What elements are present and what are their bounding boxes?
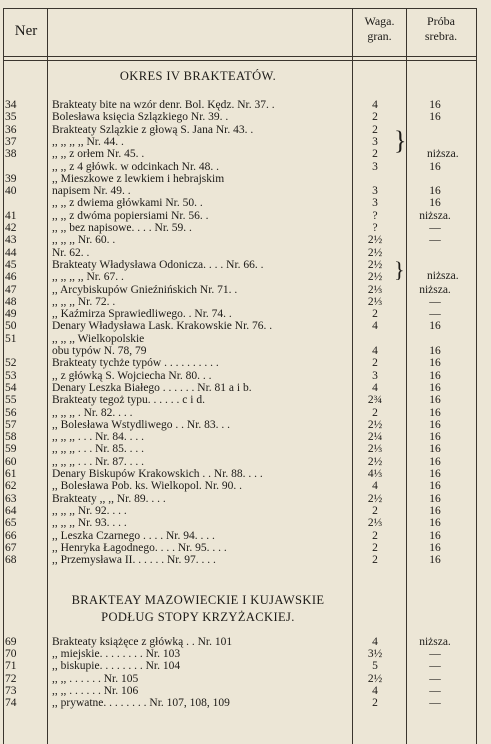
- row-fineness: 16: [429, 492, 441, 505]
- row-number: 67: [5, 541, 17, 554]
- row-fineness: 16: [429, 357, 441, 370]
- table-row: [0, 542, 491, 554]
- row-description: ,, Leszka Czarnego . . . . Nr. 94. . . .: [52, 529, 215, 542]
- row-description: Bolesława księcia Szlązkiego Nr. 39. .: [52, 111, 229, 124]
- header-proba-label: Próba: [427, 14, 455, 28]
- row-fineness: 16: [429, 554, 441, 567]
- header-proba: [407, 14, 475, 44]
- table-row: [0, 554, 491, 566]
- row-number: 64: [5, 504, 17, 517]
- table-row: [0, 247, 491, 259]
- brace-label: niższa.: [427, 148, 459, 160]
- row-description: Brakteaty ,, ,, Nr. 89. . . .: [52, 492, 166, 505]
- row-weight: 2¼: [367, 431, 383, 444]
- row-number: 63: [5, 492, 17, 505]
- row-fineness: niższa.: [419, 636, 451, 648]
- row-fineness: 16: [429, 99, 441, 111]
- table-row: [0, 173, 491, 185]
- table-row: [0, 394, 491, 406]
- table-row: [0, 636, 491, 648]
- row-fineness: —: [429, 672, 441, 685]
- row-description: Denary Władysława Lask. Krakowskie Nr. 76. .: [52, 320, 273, 333]
- row-description: ,, ,, z 4 główk. w odcinkach Nr. 48. .: [52, 160, 220, 173]
- row-description: ,, ,, bez napisowe. . . . Nr. 59. .: [52, 222, 192, 234]
- row-weight: 2: [372, 111, 378, 124]
- row-description: ,, ,, ,, Wielkopolskie: [52, 332, 145, 345]
- row-weight: ?: [372, 209, 378, 222]
- row-fineness: 16: [429, 418, 441, 431]
- table-row: [0, 382, 491, 394]
- brace-group-44-46: }: [394, 257, 405, 282]
- row-weight: 2⅓: [367, 517, 383, 530]
- row-number: 41: [5, 209, 17, 222]
- table-row: [0, 357, 491, 369]
- row-number: 52: [5, 357, 17, 370]
- row-fineness: 16: [429, 480, 441, 493]
- row-fineness: —: [429, 648, 441, 661]
- table-row: [0, 685, 491, 697]
- row-description: ,, Arcybiskupów Gnieźnińskich Nr. 71. .: [52, 283, 238, 296]
- table-row: [0, 222, 491, 234]
- row-number: 34: [5, 99, 17, 111]
- row-weight: 3: [372, 185, 378, 198]
- row-weight: 2: [372, 148, 378, 161]
- row-description: ,, ,, ,, . . . Nr. 84. . . .: [52, 431, 144, 444]
- table-row: [0, 234, 491, 246]
- row-number: 72: [5, 672, 17, 685]
- table-row: [0, 161, 491, 173]
- row-number: 68: [5, 554, 17, 567]
- row-number: 48: [5, 295, 17, 308]
- row-fineness: 16: [429, 111, 441, 124]
- row-weight: 5: [372, 660, 378, 673]
- table-row: [0, 673, 491, 685]
- row-number: 69: [5, 636, 17, 648]
- table-row: [0, 480, 491, 492]
- row-number: 55: [5, 394, 17, 407]
- section-title-mazovia: BRAKTEAY MAZOWIECKIE I KUJAWSKIE: [71, 593, 325, 607]
- row-number: 40: [5, 185, 17, 198]
- row-description: ,, ,, . . . . . . Nr. 105: [52, 672, 139, 685]
- header-waga-unit: gran.: [367, 29, 392, 43]
- brace-label: niższa.: [427, 270, 459, 282]
- row-number: 35: [5, 111, 17, 124]
- row-number: 62: [5, 480, 17, 493]
- table-row: [0, 136, 491, 148]
- row-fineness: 16: [429, 455, 441, 468]
- header-rule-2: [3, 60, 477, 61]
- row-weight: 2½: [367, 246, 383, 259]
- row-description: ,, ,, ,, . . . Nr. 87. . . .: [52, 455, 144, 468]
- row-fineness: 16: [429, 443, 441, 456]
- row-description: ,, ,, ,, . . . Nr. 85. . . .: [52, 443, 144, 456]
- row-weight: 4: [372, 684, 378, 697]
- row-description: ,, ,, ,, Nr. 72. .: [52, 295, 116, 308]
- row-number: 57: [5, 418, 17, 431]
- table-row: [0, 259, 491, 271]
- row-description: ,, miejskie. . . . . . . . Nr. 103: [52, 648, 181, 661]
- table-row: [0, 468, 491, 480]
- table-row: [0, 296, 491, 308]
- row-number: 70: [5, 648, 17, 661]
- row-weight: 4: [372, 636, 378, 648]
- header-proba-unit: srebra.: [424, 29, 458, 43]
- row-weight: ?: [372, 222, 378, 234]
- table-row: [0, 345, 491, 357]
- table-row: [0, 148, 491, 160]
- table-row: [0, 660, 491, 672]
- row-weight: 2½: [367, 492, 383, 505]
- row-number: 43: [5, 234, 17, 247]
- row-number: 44: [5, 246, 17, 259]
- row-description: ,, Przemysława II. . . . . . Nr. 97. . . .: [52, 554, 216, 567]
- row-number: 37: [5, 135, 17, 148]
- row-number: 58: [5, 431, 17, 444]
- row-weight: 2: [372, 308, 378, 321]
- row-description: Brakteaty tegoż typu. . . . . . c i d.: [52, 394, 205, 407]
- table-row: [0, 697, 491, 709]
- brace-group-36-38: }: [394, 126, 407, 155]
- row-description: napisem Nr. 49. .: [52, 185, 131, 198]
- row-fineness: 16: [429, 369, 441, 382]
- table-row: [0, 648, 491, 660]
- row-description: ,, ,, ,, ,, Nr. 67. .: [52, 271, 124, 284]
- table-row: [0, 271, 491, 283]
- table-row: [0, 505, 491, 517]
- row-weight: 3½: [367, 648, 383, 661]
- table-row: [0, 210, 491, 222]
- row-weight: 4: [372, 99, 378, 111]
- row-weight: 2: [372, 357, 378, 370]
- row-fineness: —: [429, 234, 441, 247]
- row-fineness: 16: [429, 468, 441, 480]
- row-number: 46: [5, 271, 17, 284]
- table-row: [0, 111, 491, 123]
- row-description: ,, ,, ,, Nr. 60. .: [52, 234, 116, 247]
- row-description: Denary Biskupów Krakowskich . . Nr. 88. . . .: [52, 468, 263, 480]
- section-title-period-iv: OKRES IV BRAKTEATÓW.: [119, 69, 277, 83]
- row-description: ,, Kaźmirza Sprawiedliwego. . Nr. 74. .: [52, 308, 232, 321]
- row-weight: 4⅓: [367, 468, 383, 480]
- row-description: Nr. 62. .: [52, 246, 90, 259]
- row-number: 54: [5, 381, 17, 394]
- row-number: 61: [5, 468, 17, 480]
- row-weight: 3: [372, 369, 378, 382]
- row-number: 73: [5, 684, 17, 697]
- row-description: ,, prywatne. . . . . . . . Nr. 107, 108, 109: [52, 697, 230, 709]
- row-number: 50: [5, 320, 17, 333]
- row-number: 39: [5, 172, 17, 185]
- table-row: [0, 493, 491, 505]
- row-weight: 2: [372, 554, 378, 567]
- row-description: ,, biskupie. . . . . . . . Nr. 104: [52, 660, 181, 673]
- header-rule: [3, 56, 477, 57]
- row-fineness: 16: [429, 431, 441, 444]
- row-weight: 2½: [367, 455, 383, 468]
- row-description: ,, ,, . . . . . . Nr. 106: [52, 684, 139, 697]
- table-row: [0, 431, 491, 443]
- row-number: 51: [5, 332, 17, 345]
- row-description: ,, ,, ,, Nr. 93. . . .: [52, 517, 127, 530]
- row-number: 56: [5, 406, 17, 419]
- row-description: ,, ,, ,, Nr. 92. . . .: [52, 504, 127, 517]
- table-row: [0, 197, 491, 209]
- row-weight: 2⅓: [367, 295, 383, 308]
- table-row: [0, 530, 491, 542]
- top-rule: [3, 8, 477, 9]
- row-number: 45: [5, 258, 17, 271]
- row-number: 49: [5, 308, 17, 321]
- table-row: [0, 333, 491, 345]
- table-row: [0, 308, 491, 320]
- row-fineness: —: [429, 697, 441, 709]
- header-waga: [353, 14, 406, 44]
- row-description: ,, ,, z orłem Nr. 45. .: [52, 148, 145, 161]
- row-description: ,, ,, z dwóma popiersiami Nr. 56. .: [52, 209, 209, 222]
- row-weight: 2: [372, 504, 378, 517]
- row-weight: 2½: [367, 418, 383, 431]
- table-row: [0, 419, 491, 431]
- row-number: 36: [5, 123, 17, 136]
- row-fineness: 16: [429, 185, 441, 198]
- row-weight: 2¾: [367, 394, 383, 407]
- table-row: [0, 284, 491, 296]
- row-fineness: 16: [429, 345, 441, 357]
- row-number: 71: [5, 660, 17, 673]
- row-description: Brakteaty bite na wzór denr. Bol. Kędz. Nr. 37. .: [52, 99, 275, 111]
- row-number: 59: [5, 443, 17, 456]
- row-weight: 2⅓: [367, 283, 383, 296]
- row-weight: 4: [372, 381, 378, 394]
- row-fineness: 16: [429, 406, 441, 419]
- row-description: ,, ,, ,, ,, Nr. 44. .: [52, 135, 124, 148]
- row-fineness: —: [429, 308, 441, 321]
- row-fineness: —: [429, 222, 441, 234]
- table-row: [0, 407, 491, 419]
- row-fineness: —: [429, 660, 441, 673]
- section-subtitle-mazovia: PODŁUG STOPY KRZYŻACKIEJ.: [101, 610, 295, 624]
- row-fineness: niższa.: [419, 283, 451, 296]
- row-description: ,, Bolesława Wstydliwego . . Nr. 83. . .: [52, 418, 231, 431]
- row-weight: 2: [372, 697, 378, 709]
- row-weight: 2½: [367, 258, 383, 271]
- row-fineness: —: [429, 295, 441, 308]
- row-fineness: 16: [429, 394, 441, 407]
- table-row: [0, 443, 491, 455]
- row-weight: 4: [372, 345, 378, 357]
- row-description: ,, Mieszkowe z lewkiem i hebrajskim: [52, 172, 225, 185]
- table-row: [0, 456, 491, 468]
- row-fineness: 16: [429, 381, 441, 394]
- row-description: Brakteaty Szlązkie z głową S. Jana Nr. 43. .: [52, 123, 254, 136]
- row-description: Brakteaty książęce z główką . . Nr. 101: [52, 636, 233, 648]
- row-number: 42: [5, 222, 17, 234]
- row-description: obu typów N. 78, 79: [52, 345, 147, 357]
- row-fineness: 16: [429, 504, 441, 517]
- row-weight: 2½: [367, 672, 383, 685]
- row-weight: 3: [372, 135, 378, 148]
- row-weight: 4: [372, 320, 378, 333]
- row-description: ,, Henryka Łagodnego. . . . Nr. 95. . . .: [52, 541, 227, 554]
- row-weight: 2: [372, 123, 378, 136]
- row-description: ,, Bolesława Pob. ks. Wielkopol. Nr. 90. .: [52, 480, 243, 493]
- row-fineness: 16: [429, 541, 441, 554]
- row-description: Brakteaty Władysława Odonicza. . . . Nr. 66. .: [52, 258, 264, 271]
- row-fineness: 16: [429, 529, 441, 542]
- row-weight: 3: [372, 197, 378, 210]
- row-weight: 2: [372, 529, 378, 542]
- table-row: [0, 124, 491, 136]
- row-number: 60: [5, 455, 17, 468]
- row-description: Denary Leszka Białego . . . . . . Nr. 81 a i b.: [52, 381, 252, 394]
- row-fineness: 16: [429, 320, 441, 333]
- row-weight: 4: [372, 480, 378, 493]
- row-fineness: 16: [429, 517, 441, 530]
- row-description: Brakteaty tychże typów . . . . . . . . . .: [52, 357, 219, 370]
- header-nr: Ner: [14, 23, 38, 39]
- table-row: [0, 370, 491, 382]
- row-description: ,, z główką S. Wojciecha Nr. 80. . .: [52, 369, 212, 382]
- table-row: [0, 185, 491, 197]
- row-number: 38: [5, 148, 17, 161]
- table-row: [0, 517, 491, 529]
- row-number: 47: [5, 283, 17, 296]
- row-weight: 3: [372, 160, 378, 173]
- row-weight: 2½: [367, 271, 383, 284]
- row-number: 74: [5, 697, 17, 709]
- row-number: 53: [5, 369, 17, 382]
- row-fineness: 16: [429, 160, 441, 173]
- row-weight: 2⅓: [367, 443, 383, 456]
- table-row: [0, 320, 491, 332]
- row-fineness: —: [429, 684, 441, 697]
- row-description: ,, ,, z dwiema główkami Nr. 50. .: [52, 197, 203, 210]
- row-weight: 2: [372, 406, 378, 419]
- header-waga-label: Waga.: [364, 14, 395, 28]
- row-number: 65: [5, 517, 17, 530]
- row-description: ,, ,, ,, . Nr. 82. . . .: [52, 406, 133, 419]
- row-fineness: 16: [429, 197, 441, 210]
- row-weight: 2½: [367, 234, 383, 247]
- row-number: 66: [5, 529, 17, 542]
- row-fineness: niższa.: [419, 209, 451, 222]
- table-row: [0, 99, 491, 111]
- row-weight: 2: [372, 541, 378, 554]
